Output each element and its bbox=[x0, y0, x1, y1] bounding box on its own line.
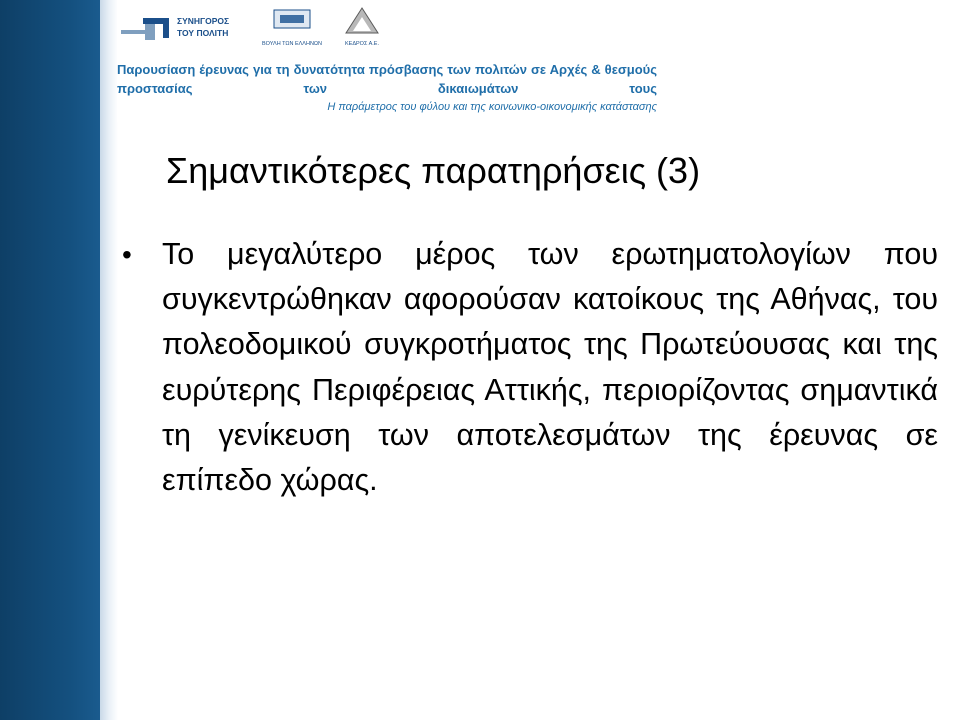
kedros-logo bbox=[339, 6, 385, 50]
presentation-title: Παρουσίαση έρευνας για τη δυνατότητα πρόσβασης των πολιτών σε Αρχές & θεσμούς προστασίας των δικαιωμάτων τους bbox=[117, 62, 657, 96]
ombudsman-line-2: ΤΟΥ ΠΟΛΙΤΗ bbox=[177, 28, 229, 38]
slide-title: Σημαντικότερες παρατηρήσεις (3) bbox=[166, 150, 701, 191]
header-banner bbox=[117, 0, 662, 122]
presentation-subtitle: Η παράμετρος του φύλου και της κοινωνικο-οικονομικής κατάστασης bbox=[327, 101, 657, 113]
parliament-logo bbox=[259, 6, 325, 50]
citizen-ombudsman-logo bbox=[119, 6, 239, 50]
kedros-triangle-icon bbox=[344, 6, 380, 36]
bullet-text: Το μεγαλύτερο μέρος των ερωτηματολογίων που συγκεντρώθηκαν αφορούσαν κατοίκους της Αθήνας, του πολεοδομικού συγκροτήματος της Πρωτεύουσας και της ευρύτερης Περιφέρειας Αττικής, περιορίζοντας σημαντικά τη γενίκευση των αποτελεσμάτων της έρευνας σε επίπεδο χώρας. bbox=[162, 237, 938, 498]
ombudsman-emblem-icon bbox=[119, 14, 171, 44]
logo-strip bbox=[117, 0, 662, 54]
parliament-caption: ΒΟΥΛΗ ΤΩΝ ΕΛΛΗΝΩΝ bbox=[261, 41, 323, 47]
sidebar-band bbox=[0, 0, 100, 720]
bullet-marker: • bbox=[122, 239, 132, 270]
ombudsman-line-1: ΣΥΝΗΓΟΡΟΣ bbox=[177, 16, 230, 26]
sidebar-gradient-edge bbox=[100, 0, 118, 720]
parliament-emblem-icon bbox=[272, 6, 312, 36]
kedros-caption: ΚΕΔΡΟΣ Α.Ε. bbox=[345, 41, 379, 47]
